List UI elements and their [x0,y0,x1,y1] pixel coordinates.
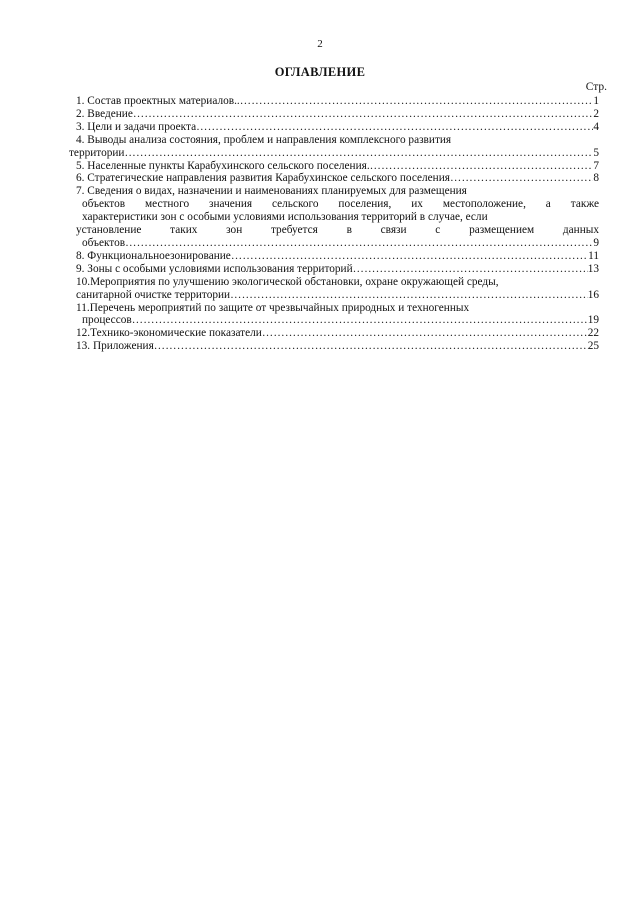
toc-entry-text-continued: характеристики зон с особыми условиями использования территорий в случае, если [82,211,488,224]
leader-dots [262,327,588,340]
toc-entry-text: 8. Функциональноезонирование [76,249,231,262]
toc-entry [76,302,599,328]
toc-entry-text: 7. Сведения о видах, назначении и наименованиях планируемых для размещения [76,185,467,198]
toc-entry-text: 11.Перечень мероприятий по защите от чрезвычайных природных и техногенных [76,301,470,314]
toc-entry-text: 5. Населенные пункты Карабухинского сельского поселения. [76,159,370,172]
toc-entry [76,327,599,340]
toc-entry-text-continued: процессов [82,314,132,327]
toc-entry-text: 6. Стратегические направления развития Карабухинское сельского поселения [76,172,450,185]
toc-entry-page: 22 [587,327,599,340]
toc-entry [76,250,599,263]
toc-entry-page: 2 [593,107,599,120]
toc-entry-page: 7 [593,159,599,172]
toc-entry [76,263,599,276]
toc-entry-text: 3. Цели и задачи проекта [76,120,197,133]
leader-dots [370,160,594,173]
toc-entry-page: 8 [593,172,599,185]
toc-entry-text-continued: объектов [82,236,126,249]
page-column-label: Стр. [585,81,607,93]
table-of-contents [69,95,599,353]
toc-entry-text: 13. Приложения [76,340,154,353]
page-number: 2 [317,38,323,50]
toc-entry-text-continued: установление таких зон требуется в связи с размещением данных [76,224,599,237]
leader-dots [231,250,588,263]
toc-entry-page: 1 [593,95,599,107]
toc-entry [76,172,599,185]
leader-dots [240,95,594,108]
toc-entry [76,121,599,134]
toc-entry-page: 5 [593,146,599,159]
toc-entry [76,340,599,353]
toc-entry-text-continued: санитарной очистке территории [76,288,231,301]
leader-dots [230,289,588,302]
toc-entry-text-continued: объектов местного значения сельского поселения, их местоположение, а также [82,198,599,211]
leader-dots [450,172,593,185]
leader-dots [124,147,593,160]
toc-entry-text: 9. Зоны с особыми условиями использования территорий [76,262,353,275]
toc-entry [76,276,599,302]
leader-dots [196,121,593,134]
toc-entry-text: 12.Технико-экономические показатели [76,327,262,340]
leader-dots [353,263,588,276]
toc-entry [76,185,599,250]
leader-dots [154,340,588,353]
toc-entry [69,133,599,160]
toc-entry-text: 1. Состав проектных материалов.. [76,95,240,107]
toc-entry-page: 11 [588,249,599,262]
toc-entry-page: 19 [587,314,599,327]
toc-entry-page: 9 [593,236,599,249]
leader-dots [133,108,594,121]
toc-entry-text: 2. Введение [76,107,133,120]
toc-entry-page: 4 [593,120,599,133]
toc-entry-text: 4. Выводы анализа состояния, проблем и направления комплексного развития [76,133,452,146]
toc-entry [76,95,599,108]
leader-dots [125,237,593,250]
toc-entry-page: 25 [587,340,599,353]
toc-entry [76,160,599,173]
toc-entry-text: 10.Мероприятия по улучшению экологической обстановки, охране окружающей среды, [76,275,499,288]
toc-entry [76,108,599,121]
toc-entry-page: 16 [587,288,599,301]
toc-entry-text-continued: территории [69,146,125,159]
toc-entry-page: 13 [587,262,599,275]
toc-title: ОГЛАВЛЕНИЕ [274,65,366,79]
leader-dots [132,314,588,327]
